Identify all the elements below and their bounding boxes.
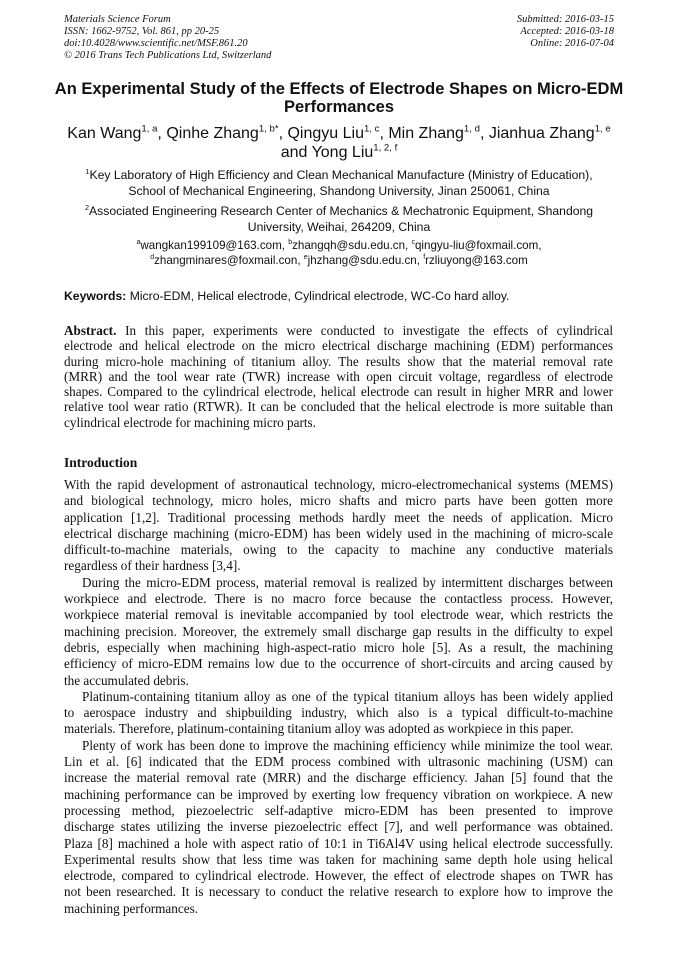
paragraph-line: efficiency of micro-EDM remains low due to the occurrence of short-circuits and arcing caused by [64,656,613,672]
abstract-line: during micro-hole machining of titanium alloy. The results show that the material removal rate [64,353,613,369]
doi: doi:10.4028/www.scientific.net/MSF.861.20 [64,38,248,49]
paragraph-line: Plenty of work has been done to improve the machining efficiency while minimize the tool wear. [82,737,613,753]
paragraph-line: increase the material removal rate (MRR) and the discharge efficiency. Jahan [5] found that the [64,770,613,786]
keywords-text: Micro-EDM, Helical electrode, Cylindrical electrode, WC-Co hard alloy. [126,289,510,303]
email-sup: f [423,254,426,262]
issn: ISSN: 1662-9752, Vol. 861, pp 20-25 [64,26,220,37]
abstract-label: Abstract. [64,323,117,338]
paragraph-line: not been researched. It is necessary to conduct the relative research to explore how to improve the [64,884,613,900]
author: Jianhua Zhang [488,125,595,142]
paragraph-line: debris, especially when machining high-aspect-ratio micro hole [5]. As a result, the machining [64,639,613,655]
paragraph [64,738,613,917]
submitted-date: Submitted: 2016-03-15 [516,14,614,25]
email[interactable]: wangkan199109@163.com, [140,239,289,252]
section-heading-introduction: Introduction [64,455,138,470]
online-date: Online: 2016-07-04 [530,38,614,49]
email[interactable]: rzliuyong@163.com [425,254,528,267]
title-line: Performances [283,98,395,116]
introduction-body [64,477,613,917]
paragraph-line: processing method, piezoelectric self-adaptive micro-EDM has been presented to improve [64,802,613,818]
keywords [64,289,509,303]
paragraph-line: regardless of their hardness [3,4]. [64,558,241,574]
paragraph-line: the accumulated debris. [64,672,189,688]
paragraph-line: to aerospace industry and shipbuilding industry, which also is a typical difficult-to-machine [64,705,613,721]
affiliation-line: University, Weihai, 264209, China [247,220,431,234]
keywords-label: Keywords: [64,289,127,303]
paragraph-line: electrode, compared to cylindrical electrode. However, the effect of electrode shapes on TWR has [64,868,613,884]
author-sup: 1, b* [258,123,279,135]
author-list [40,124,638,162]
author: Min Zhang [388,125,464,142]
email[interactable]: zhangqh@sdu.edu.cn, [292,239,412,252]
email-sup: b [288,239,293,247]
paragraph-line: machining performances. [64,900,199,916]
abstract-line: relative tool wear ratio (RTWR). It can be concluded that the helical electrode is more suitable than [64,399,613,415]
author-emails [40,238,638,268]
author-sup: 1, 2, f [373,142,398,154]
paragraph [64,575,613,689]
paragraph-line: machining precision. Moreover, the extremely small discharge gap results in the difficulty to expel [64,623,613,639]
paragraph-line: Lin et al. [6] indicated that the EDM process combined with ultrasonic machining (USM) can [64,754,613,770]
author: Qinhe Zhang [166,125,259,142]
email-sup: e [303,254,308,262]
email[interactable]: zhangminares@foxmail.con, [154,254,304,267]
affiliation-1 [40,167,638,199]
author-sup: 1, a [141,123,158,135]
author-sup: 1, d [463,123,480,135]
affiliation-line: School of Mechanical Engineering, Shandong University, Jinan 250061, China [128,184,550,198]
email[interactable]: qingyu-liu@foxmail.com, [414,239,542,252]
paragraph [64,477,613,575]
paragraph-line: materials. Therefore, platinum-containing titanium alloy was adopted as workpiece in this paper. [64,721,574,737]
paragraph-line: difficult-to-machine materials, owing to the capacity to machine any conductive materials [64,542,613,558]
authors-line [40,143,638,162]
paragraph-line: workpiece material removal is inevitable accompanied by tool electrode wear, which restricts the [64,607,613,623]
affiliation-sup: 2 [84,202,90,212]
affiliation-line: Key Laboratory of High Efficiency and Clean Mechanical Manufacture (Ministry of Education), [89,168,593,182]
paper-title [40,80,638,116]
abstract-line: (MRR) and the tool wear rate (TWR) increase with open circuit voltage, regardless of electrode [64,368,613,384]
author: and Yong Liu [280,144,374,161]
email[interactable]: jhzhang@sdu.edu.cn, [307,254,424,267]
email-sup: a [136,239,141,247]
journal-info [64,14,271,62]
paragraph-line: Experimental results show that less time was taken for machining same depth hole using helical [64,851,613,867]
copyright: © 2016 Trans Tech Publications Ltd, Switzerland [64,50,272,61]
author-sup: 1, e [594,123,611,135]
authors-line: Kan Wang$^{1, a}$, Qinhe Zhang$^{1, b*}$, Qingyu Liu$^{1, c}$, Min Zhang$^{1, d}$, Jianhua Zhang$^{1, e}$ [67,123,611,142]
abstract-line: shapes. Compared to the cylindrical electrode, helical electrode can result in higher MRR and lower [64,384,613,400]
affiliation-2 [40,203,638,235]
abstract-line: Abstract. In this paper, experiments were conducted to investigate the effects of cylindrical [64,323,613,338]
journal-name: Materials Science Forum [64,14,171,25]
paragraph-line: Platinum-containing titanium alloy as one of the typical titanium alloys has been widely applied [82,688,613,704]
paragraph-line: workpiece and electrode. There is no macro force because the contactless process. However, [64,591,613,607]
author: Kan Wang [67,125,142,142]
accepted-date: Accepted: 2016-03-18 [520,26,614,37]
paragraph-line: During the micro-EDM process, material removal is realized by intermittent discharges between [82,574,613,590]
author: Qingyu Liu [287,125,364,142]
affiliation-line: Associated Engineering Research Center of Mechanics & Mechatronic Equipment, Shandong [89,204,594,218]
abstract [64,323,613,430]
paragraph-line: discharge states utilizing the inverse piezoelectric effect [7], and well performance was obtained. [64,819,613,835]
email-sup: c [411,239,415,247]
affiliation-sup: 1 [85,166,90,176]
dates-info [517,14,614,50]
title-line: An Experimental Study of the Effects of Electrode Shapes on Micro-EDM [54,80,624,98]
abstract-line: cylindrical electrode for machining micro parts. [64,414,316,430]
paragraph-line: electrical discharge machining (micro-EDM) has been widely used in the machining of micro-scale [64,525,613,541]
paragraph-line: application [1,2]. Traditional processing methods hardly meet the needs of application. Micro [64,509,613,525]
paragraph-line: With the rapid development of astronautical technology, micro-electromechanical systems (MEMS) [64,477,613,492]
email-sup: d [150,254,155,262]
abstract-line: electrode and helical electrode on the micro electrical discharge machining (EDM) performances [64,338,613,354]
paragraph-line: and biological technology, micro holes, micro shafts and micro parts have been gotten more [64,493,613,509]
paragraph-line: machining performance can be improved by exerting low frequency vibration on workpiece. A new [64,786,613,802]
paragraph-line: Plaza [8] machined a hole with aspect ratio of 10:1 in Ti6Al4V using helical electrode successfully. [64,835,613,851]
paragraph [64,689,613,738]
author-sup: 1, c [363,123,380,135]
